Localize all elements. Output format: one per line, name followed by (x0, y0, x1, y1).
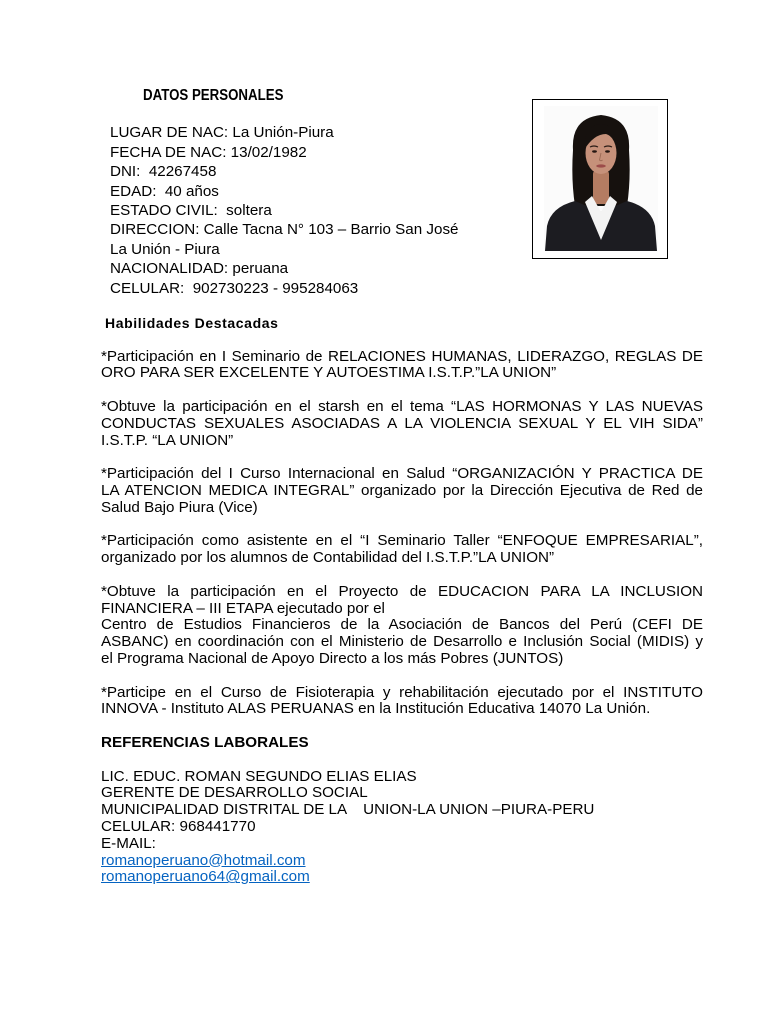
skill-line: *Obtuve la participación en el Proyecto de EDUCACION PARA LA INCLUSION (101, 582, 703, 600)
skill-line: LA ATENCION MEDICA INTEGRAL” organizado por la Dirección Ejecutiva de Red de (101, 481, 703, 499)
skills-heading: Habilidades Destacadas (105, 315, 279, 331)
civil-status-line: ESTADO CIVIL: soltera (110, 201, 272, 219)
skill-line: el Programa Nacional de Apoyo Directo a los más Pobres (JUNTOS) (101, 649, 564, 667)
address-line: DIRECCION: Calle Tacna N° 103 – Barrio San José (110, 221, 459, 239)
skill-line: *Participación como asistente en el “I Seminario Taller “ENFOQUE EMPRESARIAL”, (101, 532, 703, 550)
skill-line: CONDUCTAS SEXUALES ASOCIADAS A LA VIOLENCIA SEXUAL Y EL VIH SIDA” (101, 414, 703, 432)
skill-item-2 (101, 399, 703, 449)
photo-frame (532, 99, 668, 259)
neck (593, 170, 609, 204)
reference-position: GERENTE DE DESARROLLO SOCIAL (101, 784, 368, 802)
skill-item-5 (101, 584, 703, 668)
skill-line: ORO PARA SER EXCELENTE Y AUTOESTIMA I.S.T.P.”LA UNION” (101, 364, 557, 382)
personal-data-title: DATOS PERSONALES (143, 87, 284, 104)
age-line: EDAD: 40 años (110, 182, 219, 200)
reference-email-label: E-MAIL: (101, 834, 156, 852)
skill-line: Centro de Estudios Financieros de la Asociación de Bancos del Perú (CEFI DE (101, 616, 703, 634)
left-eye (592, 150, 597, 152)
nationality-line: NACIONALIDAD: peruana (110, 260, 289, 278)
personal-data-block (110, 123, 459, 298)
skill-line: *Participación en I Seminario de RELACIONES HUMANAS, LIDERAZGO, REGLAS DE (101, 347, 703, 365)
main-content (101, 315, 703, 886)
skill-line: Salud Bajo Piura (Vice) (101, 498, 258, 516)
dni-line: DNI: 42267458 (110, 163, 217, 181)
skill-item-3 (101, 466, 703, 516)
reference-name: LIC. EDUC. ROMAN SEGUNDO ELIAS ELIAS (101, 767, 417, 785)
reference-organization: MUNICIPALIDAD DISTRITAL DE LA UNION-LA UNION –PIURA-PERU (101, 801, 595, 819)
lips (596, 164, 606, 167)
references-heading: REFERENCIAS LABORALES (101, 733, 309, 751)
skill-line: *Participe en el Curso de Fisioterapia y rehabilitación ejecutado por el INSTITUTO (101, 683, 703, 701)
skill-line: *Obtuve la participación en el starsh en el tema “LAS HORMONAS Y LAS NUEVAS (101, 397, 703, 415)
skill-item-4 (101, 533, 703, 567)
skill-item-1 (101, 349, 703, 383)
skill-item-6 (101, 685, 703, 719)
reference-block (101, 769, 703, 887)
skill-line: ASBANC) en coordinación con el Ministerio de Desarrollo e Inclusión Social (MIDIS) y (101, 633, 703, 651)
skill-line: *Participación del I Curso Internacional en Salud “ORGANIZACIÓN Y PRACTICA DE (101, 465, 703, 483)
address-city-line: La Unión - Piura (110, 240, 220, 258)
skill-line: INNOVA - Instituto ALAS PERUANAS en la Institución Educativa 14070 La Unión. (101, 700, 651, 718)
skill-line: FINANCIERA – III ETAPA ejecutado por el (101, 599, 385, 617)
email-link-gmail[interactable]: romanoperuano64@gmail.com (101, 868, 310, 886)
birthdate-line: FECHA DE NAC: 13/02/1982 (110, 143, 307, 161)
phone-line: CELULAR: 902730223 - 995284063 (110, 279, 359, 297)
reference-phone: CELULAR: 968441770 (101, 817, 256, 835)
email-link-hotmail[interactable]: romanoperuano@hotmail.com (101, 851, 306, 869)
right-eye (605, 150, 610, 152)
profile-photo (544, 106, 658, 251)
skill-line: I.S.T.P. “LA UNION” (101, 431, 234, 449)
birthplace-line: LUGAR DE NAC: La Unión-Piura (110, 124, 334, 142)
skill-line: organizado por los alumnos de Contabilidad del I.S.T.P.”LA UNION” (101, 549, 555, 567)
